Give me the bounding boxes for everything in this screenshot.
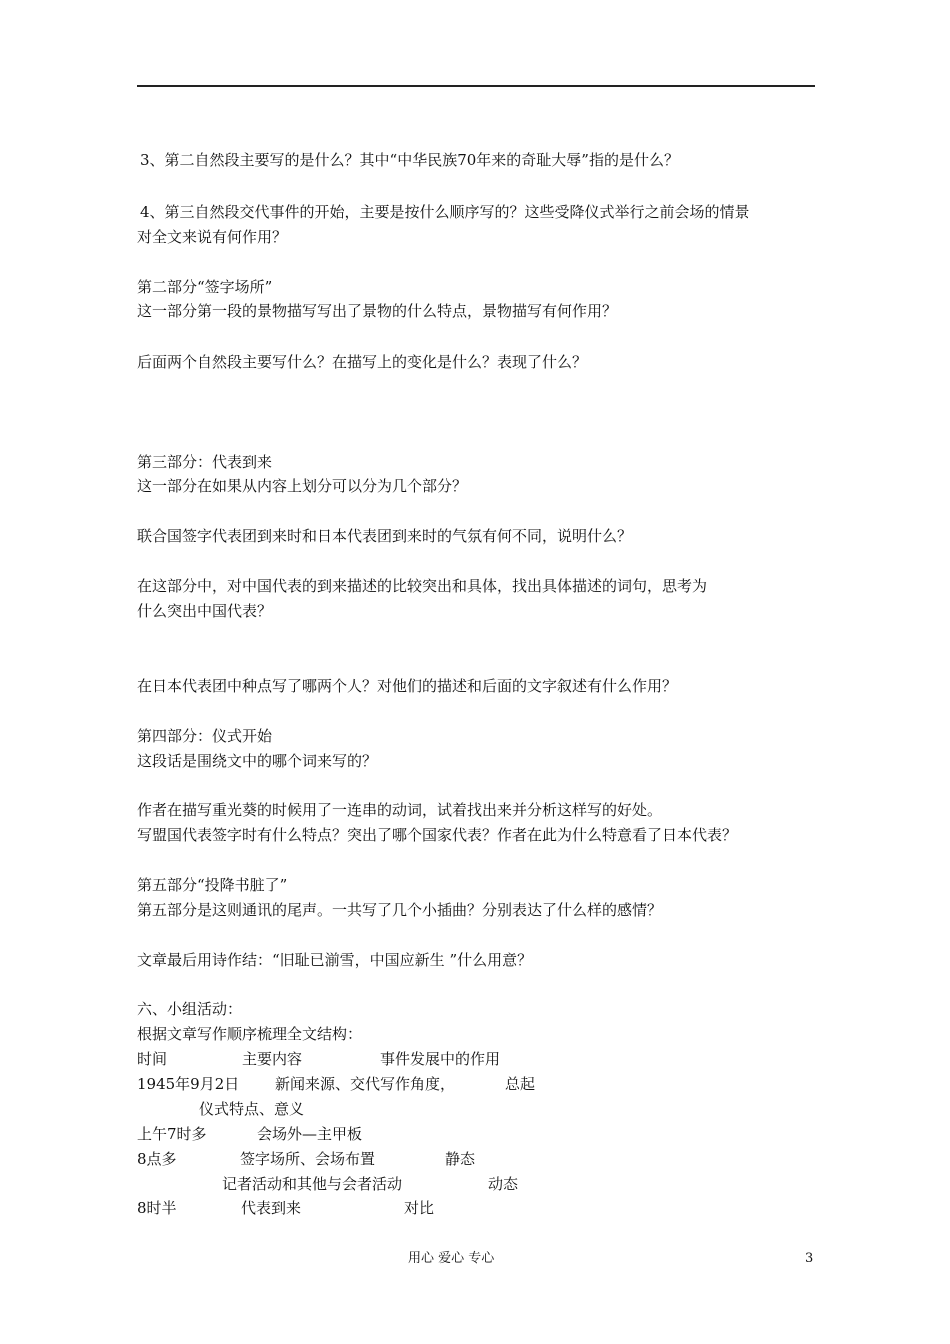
table-row-5-content: 记者活动和其他与会者活动	[222, 1175, 403, 1193]
table-row-5-role: 动态	[488, 1175, 519, 1193]
table-row-1-content: 新闻来源、交代写作角度，	[275, 1075, 456, 1093]
part-3-question-3-line-1: 在这部分中，对中国代表的到来描述的比较突出和具体，找出具体描述的词句，思考为	[137, 577, 708, 595]
header-rule	[137, 85, 815, 87]
part-3-question-2: 联合国签字代表团到来时和日本代表团到来时的气氛有何不同，说明什么？	[137, 527, 633, 545]
part-2-question-2: 后面两个自然段主要写什么？在描写上的变化是什么？表现了什么？	[137, 353, 588, 371]
table-row-3-time: 上午7时多	[137, 1125, 207, 1143]
part-3-question-1: 这一部分在如果从内容上划分可以分为几个部分？	[137, 477, 468, 495]
table-row-6-content: 代表到来	[241, 1199, 302, 1217]
part-4-question-3: 写盟国代表签字时有什么特点？突出了哪个国家代表？作者在此为什么特意看了日本代表？	[137, 826, 738, 844]
part-3-question-3-line-2: 什么突出中国代表？	[137, 602, 273, 620]
table-row-2-content: 仪式特点、意义	[199, 1100, 305, 1118]
table-header-time: 时间	[137, 1050, 168, 1068]
question-4-line-2: 对全文来说有何作用？	[137, 228, 288, 246]
table-row-4-time: 8点多	[137, 1150, 177, 1168]
table-row-4-content: 签字场所、会场布置	[240, 1150, 376, 1168]
question-3: 3、第二自然段主要写的是什么？其中“中华民族70年来的奇耻大辱”指的是什么？	[140, 151, 679, 169]
part-4-question-1: 这段话是围绕文中的哪个词来写的？	[137, 752, 378, 770]
part-5-question-2: 文章最后用诗作结：“旧耻已湔雪，中国应新生 ”什么用意？	[137, 951, 533, 969]
question-4-line-1: 4、第三自然段交代事件的开始，主要是按什么顺序写的？这些受降仪式举行之前会场的情景	[140, 203, 750, 221]
part-5-title: 第五部分“投降书脏了”	[137, 876, 288, 894]
page-number: 3	[805, 1251, 814, 1266]
part-3-title: 第三部分：代表到来	[137, 453, 273, 471]
part-4-title: 第四部分：仪式开始	[137, 727, 273, 745]
table-row-3-content: 会场外—主甲板	[257, 1125, 363, 1143]
table-row-1-time: 1945年9月2日	[137, 1075, 240, 1093]
part-4-question-2: 作者在描写重光葵的时候用了一连串的动词，试着找出来并分析这样写的好处。	[137, 801, 663, 819]
footer-motto: 用心 爱心 专心	[408, 1251, 495, 1266]
table-row-4-role: 静态	[445, 1150, 476, 1168]
part-2-question-1: 这一部分第一段的景物描写写出了景物的什么特点，景物描写有何作用？	[137, 302, 618, 320]
part-3-question-4: 在日本代表团中种点写了哪两个人？对他们的描述和后面的文字叙述有什么作用？	[137, 677, 678, 695]
activity-title: 六、小组活动：	[137, 1000, 243, 1018]
part-2-title: 第二部分“签字场所”	[137, 278, 273, 296]
table-row-6-time: 8时半	[137, 1199, 177, 1217]
activity-intro: 根据文章写作顺序梳理全文结构：	[137, 1025, 363, 1043]
table-row-1-role: 总起	[505, 1075, 536, 1093]
table-row-6-role: 对比	[404, 1199, 435, 1217]
table-header-content: 主要内容	[242, 1050, 303, 1068]
table-header-role: 事件发展中的作用	[380, 1050, 501, 1068]
part-5-question-1: 第五部分是这则通讯的尾声。一共写了几个小插曲？分别表达了什么样的感情？	[137, 901, 663, 919]
